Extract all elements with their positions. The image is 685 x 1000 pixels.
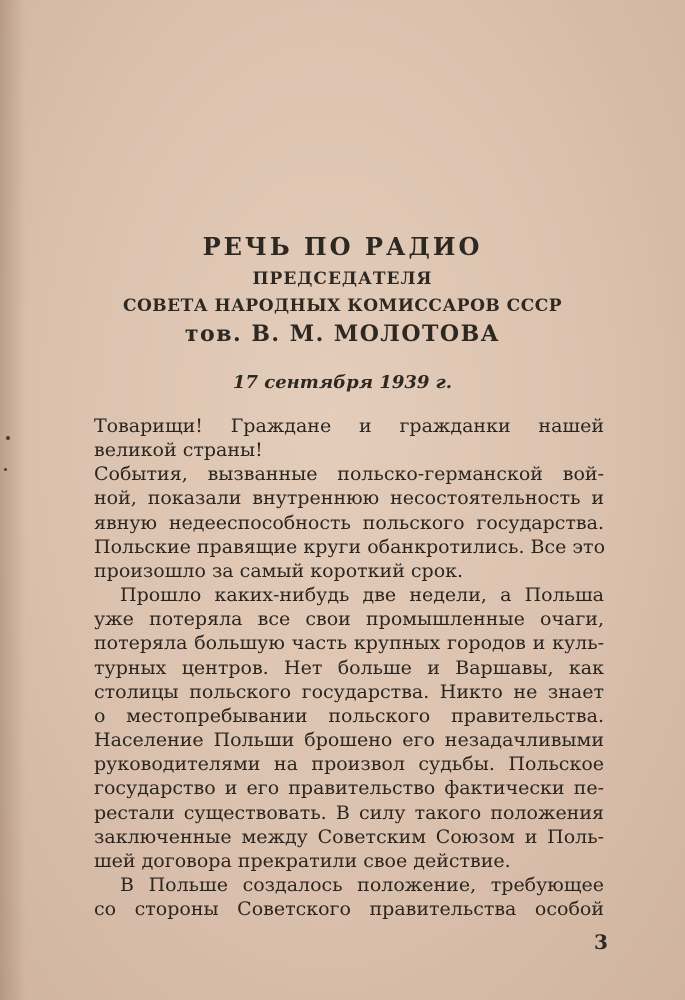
text-line: потеряла большую часть крупных городов и куль- <box>94 632 604 655</box>
text-line: В Польше создалось положение, требующее <box>120 873 604 896</box>
text-line: Население Польши брошено его незадачливыми <box>94 729 604 752</box>
text-line: Прошло каких-нибудь две недели, а Польша <box>120 584 604 607</box>
text-line: События, вызванные польско-германской вой- <box>94 463 604 486</box>
heading-chairman: ПРЕДСЕДАТЕЛЯ <box>252 269 433 289</box>
text-line: руководителями на произвол судьбы. Польское <box>94 753 604 776</box>
text-line: произошло за самый короткий срок. <box>94 559 464 582</box>
text-line: о местопребывании польского правительства. <box>94 704 604 727</box>
speech-text <box>94 414 604 921</box>
text-line: явную недееспособность польского государства. <box>94 511 604 534</box>
heading-council: СОВЕТА НАРОДНЫХ КОМИССАРОВ СССР <box>122 296 563 316</box>
text-line: Товарищи! Граждане и гражданки нашей <box>94 415 604 437</box>
binding-shadow <box>0 0 26 1000</box>
text-line: со стороны Советского правительства особой <box>94 898 604 921</box>
text-line: заключенные между Советским Союзом и Поль- <box>94 825 604 848</box>
page-number: 3 <box>594 930 608 954</box>
text-line: уже потеряла все свои промышленные очаги, <box>94 608 604 631</box>
heading-speaker-name: тов. В. М. МОЛОТОВА <box>184 321 501 347</box>
paper-speck <box>6 436 10 440</box>
text-line: рестали существовать. В силу такого положения <box>94 801 604 824</box>
text-line: государство и его правительство фактически пе- <box>94 777 604 800</box>
paper-speck <box>4 468 7 471</box>
text-line: великой страны! <box>94 439 263 462</box>
speech-date: 17 сентября 1939 г. <box>232 372 453 393</box>
text-line: турных центров. Нет больше и Варшавы, как <box>94 656 604 679</box>
text-line: столицы польского государства. Никто не знает <box>94 680 604 703</box>
heading-speech-title: РЕЧЬ ПО РАДИО <box>202 232 483 261</box>
text-line: шей договора прекратили свое действие. <box>94 849 511 872</box>
text-line: Польские правящие круги обанкротились. Все это <box>94 535 606 558</box>
text-line: ной, показали внутреннюю несостоятельность и <box>94 487 604 510</box>
